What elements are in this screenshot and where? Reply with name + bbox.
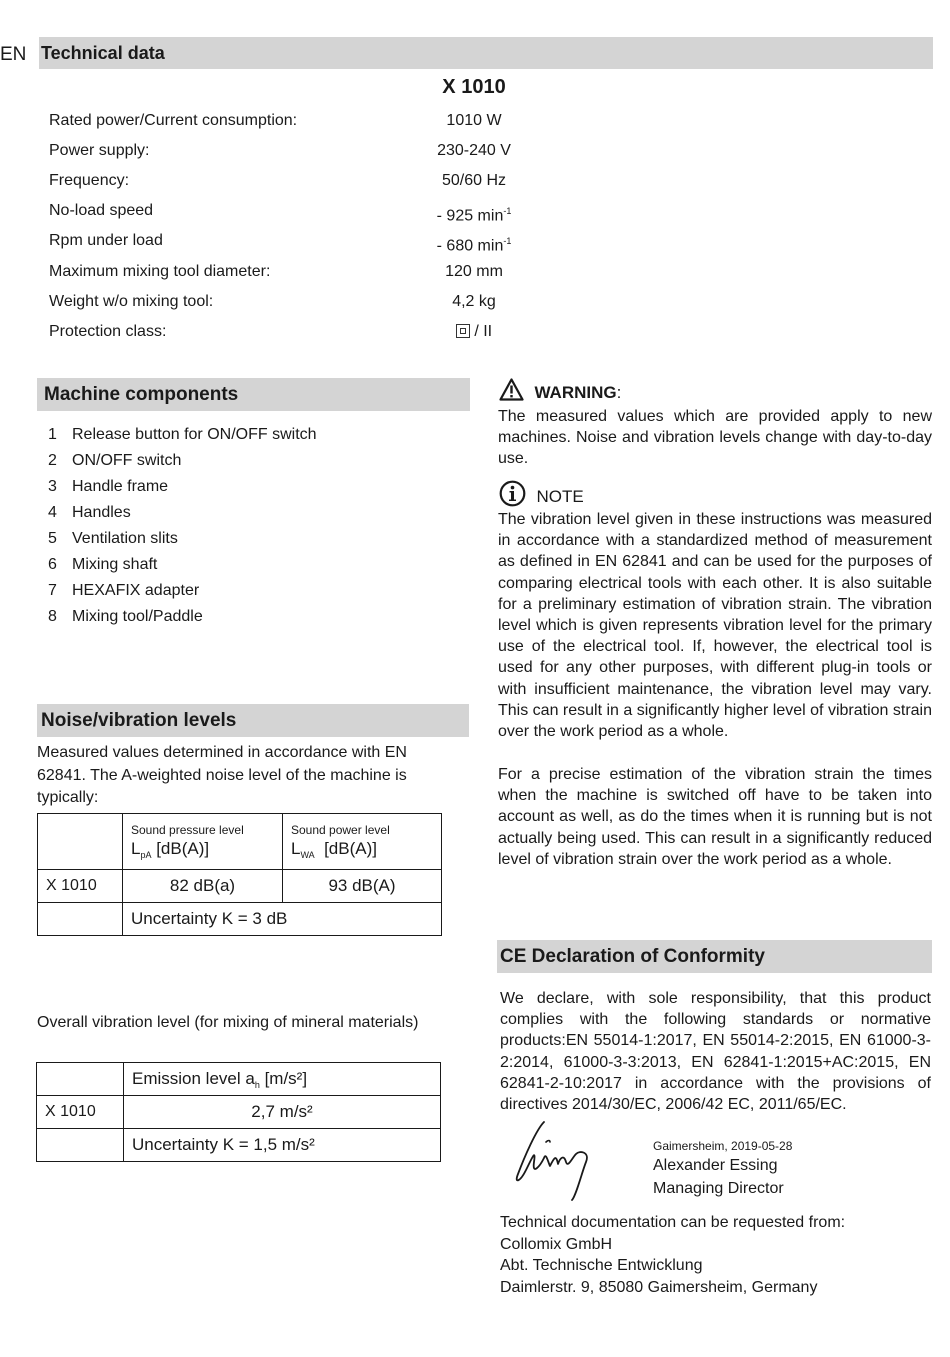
warning-heading: [499, 378, 621, 404]
signature-image: [506, 1118, 602, 1202]
spec-value-text: 4,2 kg: [452, 292, 496, 310]
spec-row: [49, 166, 549, 196]
documentation-address: [500, 1212, 845, 1298]
component-item: [44, 526, 464, 552]
spec-row: [49, 196, 549, 226]
emission-level-value: 2,7 m/s²: [124, 1096, 441, 1129]
spec-value-exponent: -1: [503, 236, 512, 247]
spec-label: Maximum mixing tool diameter:: [49, 262, 271, 280]
sound-power-value: 93 dB(A): [283, 870, 442, 903]
sound-power-label: Sound power level: [291, 823, 390, 837]
spec-label: Frequency:: [49, 172, 130, 190]
warning-text: The measured values which are provided apply to new machines. Noise and vibration levels change with day-to-day use.: [498, 408, 932, 468]
emission-level-label: Emission level a: [132, 1068, 255, 1088]
component-item: [44, 474, 464, 500]
sound-pressure-label: Sound pressure level: [131, 823, 244, 837]
spec-row: [49, 106, 549, 136]
ce-declaration-heading: CE Declaration of Conformity: [497, 940, 932, 973]
component-number: 3: [48, 478, 57, 495]
component-label: Mixing shaft: [72, 556, 158, 573]
component-number: 6: [48, 556, 57, 573]
language-code: EN: [0, 44, 27, 65]
documentation-line: Abt. Technische Entwicklung: [500, 1257, 703, 1274]
noise-uncertainty: Uncertainty K = 3 dB: [123, 903, 442, 936]
warning-triangle-icon: [499, 378, 524, 401]
sound-pressure-value: 82 dB(a): [123, 870, 283, 903]
sound-pressure-subscript: pA: [140, 850, 152, 860]
emission-level-header: [124, 1063, 441, 1096]
protection-class-square-icon: [456, 324, 470, 338]
note-text-continued: For a precise estimation of the vibration strain the times when the machine is switched off have to be taken into account as well, as do the times when it is running but is not actually being used. This can result in a significantly reduced level of vibration strain over the work period as a whole.: [498, 766, 932, 868]
component-number: 1: [48, 426, 57, 443]
sound-pressure-header: [123, 814, 283, 870]
component-label: HEXAFIX adapter: [72, 582, 200, 599]
spec-value-text: 1010 W: [446, 112, 502, 129]
noise-table: [37, 813, 442, 936]
component-label: Release button for ON/OFF switch: [72, 426, 317, 443]
component-label: Ventilation slits: [72, 530, 178, 547]
spec-label: No-load speed: [49, 202, 154, 220]
spec-value-text: 50/60 Hz: [441, 172, 507, 190]
noise-vibration-heading: Noise/vibration levels: [37, 704, 469, 737]
warning-label: WARNING: [534, 383, 617, 402]
component-number: 4: [48, 504, 57, 521]
spec-row: [49, 287, 549, 317]
spec-row: [49, 317, 549, 347]
signatory-position: Managing Director: [653, 1180, 784, 1197]
vibration-uncertainty: Uncertainty K = 1,5 m/s²: [124, 1129, 441, 1162]
sound-power-header: [283, 814, 442, 870]
component-label: Handle frame: [72, 478, 169, 495]
documentation-line: Collomix GmbH: [500, 1235, 613, 1253]
place-and-date: Gaimersheim, 2019-05-28: [653, 1139, 793, 1153]
component-number: 7: [48, 582, 57, 599]
machine-components-heading: Machine components: [37, 378, 470, 411]
sound-pressure-unit: [dB(A)]: [151, 839, 210, 858]
spec-value-exponent: -1: [503, 206, 512, 217]
component-number: 5: [48, 530, 57, 547]
component-number: 2: [48, 452, 57, 469]
spec-label: Power supply:: [49, 142, 150, 160]
spec-label: Rated power/Current consumption:: [49, 112, 298, 129]
spec-row: [49, 257, 549, 287]
spec-row: [49, 226, 549, 256]
component-label: Mixing tool/Paddle: [72, 608, 203, 625]
vibration-model-cell: X 1010: [37, 1096, 124, 1129]
spec-value: [419, 136, 529, 166]
noise-model-cell: X 1010: [38, 870, 123, 903]
note-heading: [499, 480, 584, 508]
model-name: X 1010: [442, 76, 506, 98]
ce-declaration-text: We declare, with sole responsibility, that this product complies with the following standards or normative products:EN 55014-1:2017, EN 55014-2:2015, EN 61000-3-2:2014, 61000-3-3:2013, EN 62841-1:2015+AC:2015, EN 62841-2-10:2017 in accordance with the provisions of directives 2014/30/EC, 2006/42 EC, 2011/65/EC.: [500, 990, 931, 1114]
noise-table-empty-cell: [38, 814, 123, 870]
spec-value-text: 120 mm: [445, 262, 503, 280]
spec-label: Rpm under load: [49, 232, 163, 250]
sound-power-subscript: WA: [300, 850, 315, 860]
component-item: [44, 604, 464, 630]
spec-value-text: / II: [469, 322, 493, 340]
vibration-table-empty-cell: [37, 1063, 124, 1096]
component-number: 8: [48, 608, 57, 625]
component-item: [44, 448, 464, 474]
sound-power-symbol: L: [291, 839, 301, 858]
spec-value: [419, 317, 529, 347]
warning-colon: :: [616, 383, 622, 402]
spec-value: [419, 166, 529, 196]
component-item: [44, 552, 464, 578]
emission-level-subscript: h: [254, 1079, 260, 1090]
spec-value-text: - 680 min: [436, 237, 504, 255]
vibration-intro: Overall vibration level (for mixing of mineral materials): [37, 1014, 419, 1031]
component-label: Handles: [72, 504, 131, 521]
spec-label: Weight w/o mixing tool:: [49, 292, 214, 310]
signatory-name: Alexander Essing: [653, 1157, 778, 1174]
documentation-line: Technical documentation can be requested from:: [500, 1214, 846, 1231]
noise-uncertainty-empty: [38, 903, 123, 936]
component-item: [44, 422, 464, 448]
vibration-uncertainty-empty: [37, 1129, 124, 1162]
spec-value: [419, 106, 529, 136]
spec-value: [419, 287, 529, 317]
spec-row: [49, 136, 549, 166]
spec-value-text: - 925 min: [436, 207, 504, 225]
note-label: NOTE: [536, 487, 584, 506]
note-text: The vibration level given in these instructions was measured in accordance with a standardized method of measurement as defined in EN 62841 and can be used for the purposes of comparing electrical tools with each other. It is also suitable for a preliminary estimation of vibration strain. The vibration level which is given represents vibration level for the primary use of the electrical tool. If, however, the electrical tool is used for any other purposes, with different plug-in tools or with insufficient maintenance, the vibration level may vary. This can result in a significantly higher level of vibration strain over the work period as a whole.: [498, 511, 932, 741]
sound-pressure-symbol: L: [131, 839, 141, 858]
emission-level-unit: [m/s²]: [259, 1068, 308, 1088]
component-item: [44, 578, 464, 604]
documentation-line: Daimlerstr. 9, 85080 Gaimersheim, Germany: [500, 1278, 818, 1296]
info-icon: [499, 480, 526, 507]
component-item: [44, 500, 464, 526]
noise-intro: Measured values determined in accordance with EN 62841. The A-weighted noise level of the machine is typically:: [37, 744, 407, 806]
technical-data-heading: Technical data: [39, 37, 933, 69]
spec-value-text: 230-240 V: [437, 142, 511, 160]
spec-label: Protection class:: [49, 322, 167, 340]
component-label: ON/OFF switch: [72, 452, 182, 469]
vibration-table: [36, 1062, 441, 1162]
spec-value: [419, 257, 529, 287]
sound-power-unit: [dB(A)]: [314, 839, 377, 858]
